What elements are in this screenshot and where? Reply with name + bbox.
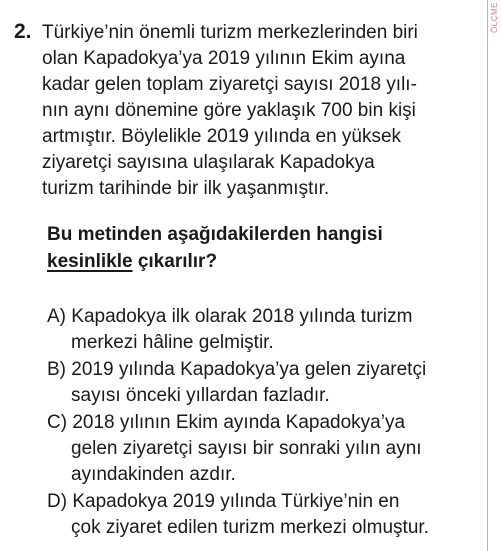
question-stem — [42, 20, 482, 202]
option-d[interactable] — [47, 489, 482, 541]
prompt-rest: çıkarılır? — [132, 251, 218, 272]
side-label: ÖLÇME — [490, 2, 499, 33]
option-line: C) 2018 yılının Ekim ayında Kapadokya’ya — [47, 412, 406, 433]
question-number: 2. — [14, 20, 32, 43]
stem-line: ziyaretçi sayısına ulaşılarak Kapadokya — [42, 152, 375, 173]
stem-line: olan Kapadokya’ya 2019 yılının Ekim ayına — [42, 48, 406, 69]
question-prompt — [47, 221, 477, 275]
option-line: B) 2019 yılında Kapadokya’ya gelen ziyaretçi — [47, 359, 427, 380]
stem-line: artmıştır. Böylelikle 2019 yılında en yüksek — [42, 126, 402, 147]
stem-line: kadar gelen toplam ziyaretçi sayısı 2018 yılı- — [42, 74, 417, 95]
emphasis-word: kesinlikle — [47, 251, 133, 272]
stem-line: turizm tarihinde bir ilk yaşanmıştır. — [42, 178, 330, 199]
option-line: D) Kapadokya 2019 yılında Türkiye’nin en — [47, 491, 400, 512]
option-line: A) Kapadokya ilk olarak 2018 yılında turizm — [47, 306, 413, 327]
option-c[interactable] — [47, 410, 482, 488]
prompt-line: Bu metinden aşağıdakilerden hangisi — [47, 224, 383, 245]
option-b[interactable] — [47, 357, 482, 409]
prompt-line — [47, 248, 477, 275]
option-line: çok ziyaret edilen turizm merkezi olmuştur. — [71, 517, 429, 538]
option-line: merkezi hâline gelmiştir. — [71, 332, 274, 353]
option-line: gelen ziyaretçi sayısı bir sonraki yılın aynı — [71, 438, 422, 459]
margin-rule — [487, 0, 488, 551]
option-line: ayındakinden azdır. — [71, 464, 236, 485]
stem-line: nın aynı dönemine göre yaklaşık 700 bin kişi — [42, 100, 416, 121]
stem-line: Türkiye’nin önemli turizm merkezlerinden biri — [42, 22, 418, 43]
option-line: sayısı önceki yıllardan fazladır. — [71, 385, 330, 406]
answer-options — [47, 304, 482, 542]
option-a[interactable] — [47, 304, 482, 356]
